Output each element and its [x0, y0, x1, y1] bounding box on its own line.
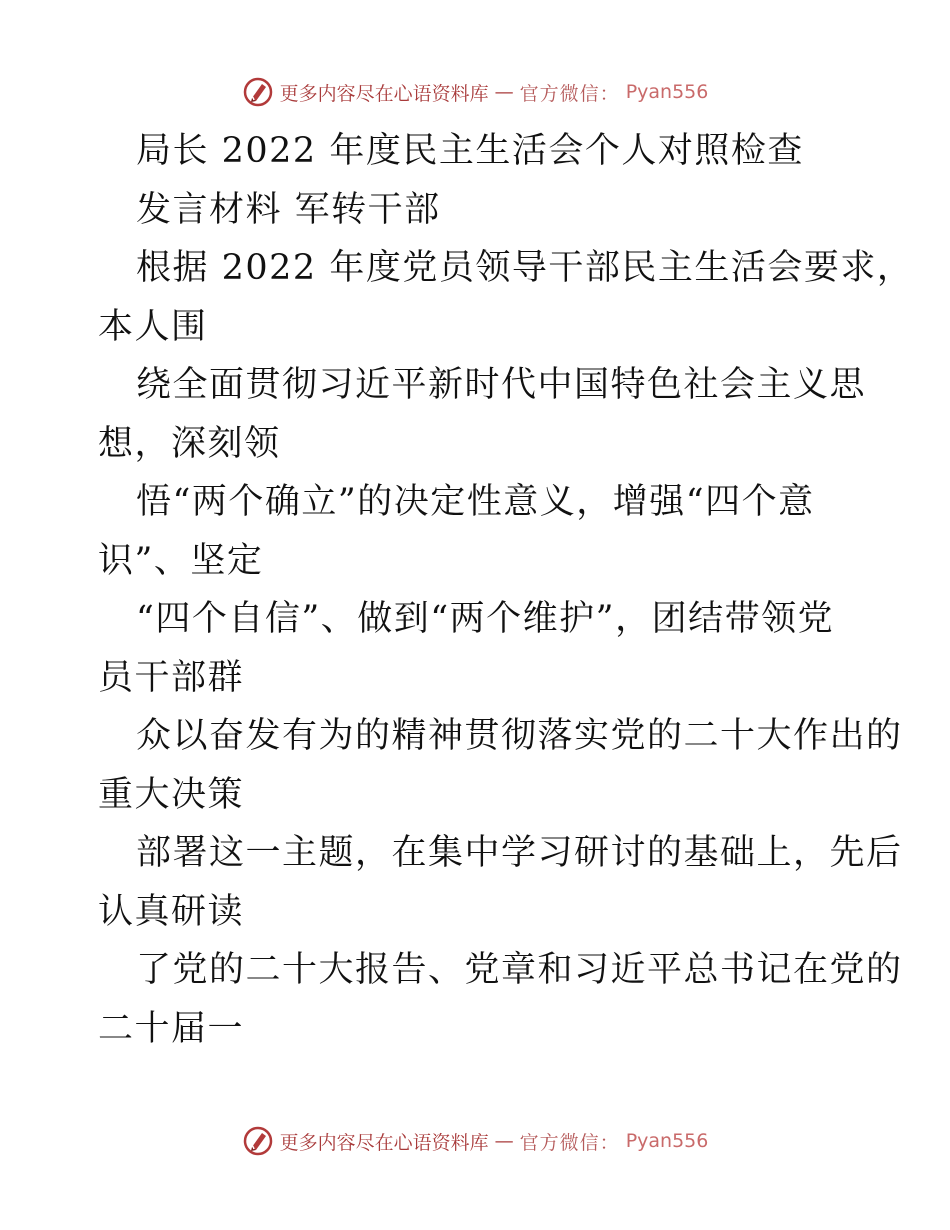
watermark-label: 官方微信： [519, 82, 620, 105]
doc-line: 局长 2022 年度民主生活会个人对照检查 [136, 131, 804, 171]
watermark-label: 官方微信： [519, 1131, 620, 1154]
watermark-brand: 更多内容尽在心语资料库 [279, 82, 489, 105]
doc-line: 根据 2022 年度党员领导干部民主生活会要求， [136, 248, 914, 288]
document-body [98, 122, 914, 1058]
watermark-brand: 更多内容尽在心语资料库 [279, 1131, 489, 1154]
watermark-dash: — [494, 81, 514, 103]
watermark-dash: — [494, 1130, 514, 1152]
pen-logo-icon [242, 76, 274, 108]
doc-line: 想，深刻领 [98, 423, 281, 464]
doc-line: 部署这一主题，在集中学习研讨的基础上，先后 [136, 833, 903, 873]
doc-line: 绕全面贯彻习近平新时代中国特色社会主义思 [136, 365, 867, 405]
doc-line: 重大决策 [98, 774, 245, 815]
doc-line: “四个自信”、做到“两个维护”，团结带领党 [136, 599, 835, 639]
watermark-header [0, 76, 950, 108]
doc-line: 员干部群 [98, 657, 245, 698]
doc-line: 众以奋发有为的精神贯彻落实党的二十大作出的 [136, 716, 903, 756]
watermark-footer [0, 1125, 950, 1157]
doc-line: 本人围 [98, 306, 208, 347]
doc-line: 二十届一 [98, 1008, 245, 1049]
watermark-id: Pyan556 [625, 1130, 709, 1152]
watermark-id: Pyan556 [625, 81, 709, 103]
doc-line: 了党的二十大报告、党章和习近平总书记在党的 [136, 950, 903, 990]
doc-line: 识”、坚定 [98, 540, 264, 581]
doc-line: 发言材料 军转干部 [136, 189, 441, 230]
pen-logo-icon [242, 1125, 274, 1157]
doc-line: 悟“两个确立”的决定性意义，增强“四个意 [136, 482, 815, 522]
doc-line: 认真研读 [98, 891, 245, 932]
